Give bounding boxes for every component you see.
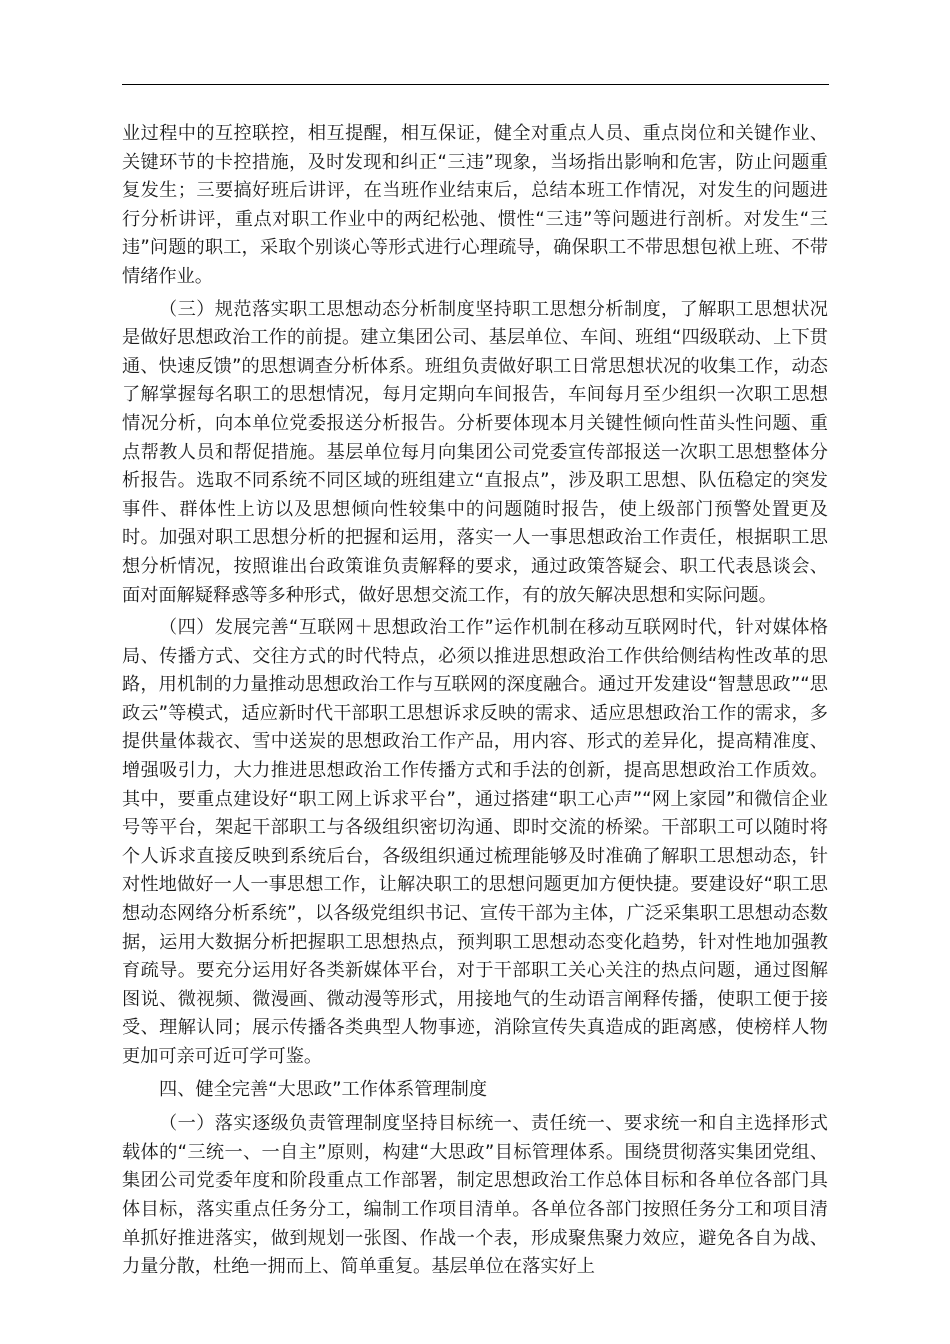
paragraph-section-3: （三）规范落实职工思想动态分析制度坚持职工思想分析制度，了解职工思想状况是做好思想政治工作的前提。建立集团公司、基层单位、车间、班组“四级联动、上下贯通、快速反馈”的思想调查分析体系。班组负责做好职工日常思想状况的收集工作，动态了解掌握每名职工的思想情况，每月定期向车间报告，车间每月至少组织一次职工思想情况分析，向本单位党委报送分析报告。分析要体现本月关键性倾向性苗头性问题、重点帮教人员和帮促措施。基层单位每月向集团公司党委宣传部报送一次职工思想整体分析报告。选取不同系统不同区域的班组建立“直报点”，涉及职工思想、队伍稳定的突发事件、群体性上访以及思想倾向性较集中的问题随时报告，使上级部门预警处置更及时。加强对职工思想分析的把握和运用，落实一人一事思想政治工作责任，根据职工思想分析情况，按照谁出台政策谁负责解释的要求，通过政策答疑会、职工代表恳谈会、面对面解疑释惑等多种形式，做好思想交流工作，有的放矢解决思想和实际问题。 [122,298,828,606]
paragraph-section-4: （四）发展完善“互联网＋思想政治工作”运作机制在移动互联网时代，针对媒体格局、传播方式、交往方式的时代特点，必须以推进思想政治工作供给侧结构性改革的思路，用机制的力量推动思想政治工作与互联网的深度融合。通过开发建设“智慧思政”“思政云”等模式，适应新时代干部职工思想诉求反映的需求、适应思想政治工作的需求，多提供量体裁衣、雪中送炭的思想政治工作产品，用内容、形式的差异化，提高精准度、增强吸引力，大力推进思想政治工作传播方式和手法的创新，提高思想政治工作质效。其中，要重点建设好“职工网上诉求平台”，通过搭建“职工心声”“网上家园”和微信企业号等平台，架起干部职工与各级组织密切沟通、即时交流的桥梁。干部职工可以随时将个人诉求直接反映到系统后台，各级组织通过梳理能够及时准确了解职工思想动态，针对性地做好一人一事思想工作，让解决职工的思想问题更加方便快捷。要建设好“职工思想动态网络分析系统”，以各级党组织书记、宣传干部为主体，广泛采集职工思想动态数据，运用大数据分析把握职工思想热点，预判职工思想动态变化趋势，针对性地加强教育疏导。要充分运用好各类新媒体平台，对于干部职工关心关注的热点问题，通过图解图说、微视频、微漫画、微动漫等形式，用接地气的生动语言阐释传播，使职工便于接受、理解认同；展示传播各类典型人物事迹，消除宣传失真造成的距离感，使榜样人物更加可亲可近可学可鉴。 [122,617,828,1067]
header-rule [122,84,829,85]
document-body [122,120,828,1286]
section-heading: 四、健全完善“大思政”工作体系管理制度 [159,1078,488,1100]
paragraph-continuation: 业过程中的互控联控，相互提醒，相互保证，健全对重点人员、重点岗位和关键作业、关键环节的卡控措施，及时发现和纠正“三违”现象，当场指出影响和危害，防止问题重复发生；三要搞好班后讲评，在当班作业结束后，总结本班工作情况，对发生的问题进行分析讲评，重点对职工作业中的两纪松弛、惯性“三违”等问题进行剖析。对发生“三违”问题的职工，采取个别谈心等形式进行心理疏导，确保职工不带思想包袱上班、不带情绪作业。 [122,123,828,287]
paragraph-subsection-1: （一）落实逐级负责管理制度坚持目标统一、责任统一、要求统一和自主选择形式载体的“三统一、一自主”原则，构建“大思政”目标管理体系。围绕贯彻落实集团党组、集团公司党委年度和阶段重点工作部署，制定思想政治工作总体目标和各单位各部门具体目标，落实重点任务分工，编制工作项目清单。各单位各部门按照任务分工和项目清单抓好推进落实，做到规划一张图、作战一个表，形成聚焦聚力效应，避免各自为战、力量分散，杜绝一拥而上、简单重复。基层单位在落实好上 [122,1113,828,1278]
